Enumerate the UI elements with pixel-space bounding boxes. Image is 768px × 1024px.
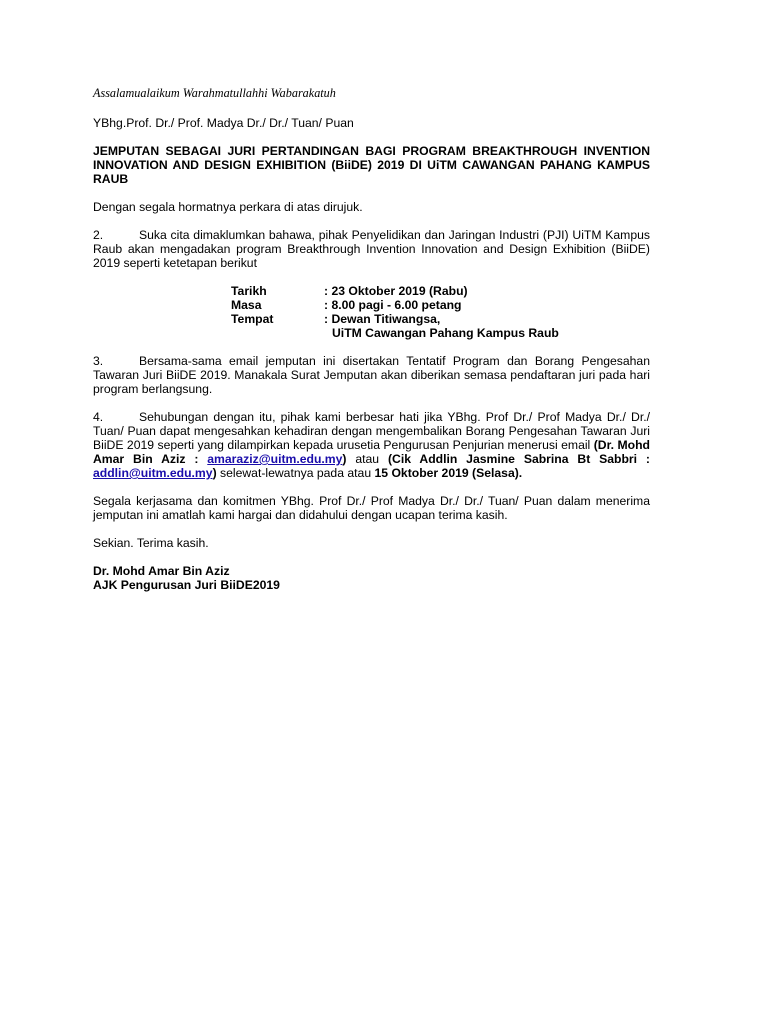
paragraph-5: Segala kerjasama dan komitmen YBhg. Prof Dr./ Prof Madya Dr./ Dr./ Tuan/ Puan dalam menerima jemputan ini amatlah kami hargai dan didahului dengan ucapan terima kasih. bbox=[93, 494, 650, 522]
paragraph-2 bbox=[93, 228, 650, 270]
deadline-date: 15 Oktober 2019 (Selasa). bbox=[374, 466, 523, 480]
salutation: Assalamualaikum Warahmatullahhi Wabarakatuh bbox=[93, 86, 336, 100]
detail-row-time bbox=[231, 298, 650, 312]
contact-2-name: (Cik Addlin Jasmine Sabrina Bt Sabbri : bbox=[387, 452, 650, 466]
detail-label: Masa bbox=[231, 298, 262, 312]
contact-1-close: ) bbox=[342, 452, 347, 466]
signature-block bbox=[93, 564, 650, 592]
detail-label-blank bbox=[231, 326, 324, 340]
detail-row-venue bbox=[231, 312, 650, 326]
paragraph-3 bbox=[93, 354, 650, 396]
paragraph-text: Bersama-sama email jemputan ini disertakan Tentatif Program dan Borang Pengesahan Tawaran Juri BiiDE 2019. Manakala Surat Jemputan akan diberikan semasa pendaftaran juri pada hari program berlangsung. bbox=[93, 354, 650, 396]
paragraph-text: Suka cita dimaklumkan bahawa, pihak Penyelidikan dan Jaringan Industri (PJI) UiTM Kampus Raub akan mengadakan program Breakthrough Invention Innovation and Design Exhibition (BiiDE) 2019 seperti ketetapan berikut bbox=[93, 228, 650, 270]
detail-label: Tempat bbox=[231, 312, 274, 326]
detail-value: : 8.00 pagi - 6.00 petang bbox=[324, 298, 462, 312]
paragraph-number: 3. bbox=[93, 354, 104, 368]
paragraph-text: Sehubungan dengan itu, pihak kami berbesar hati jika YBhg. Prof Dr./ Prof Madya Dr./ Dr./ Tuan/ Puan dapat mengesahkan kehadiran dengan mengembalikan Borang Pengesahan Tawaran Juri BiiDE 2019 seperti yang dilampirkan kepada urusetia Pengurusan Penjurian menerusi email bbox=[93, 410, 650, 452]
detail-value: UiTM Cawangan Pahang Kampus Raub bbox=[332, 326, 559, 340]
closing-line: Sekian. Terima kasih. bbox=[93, 536, 209, 550]
paragraph-text: selewat-lewatnya pada atau bbox=[216, 466, 375, 480]
contact-2-close: ) bbox=[212, 466, 217, 480]
contact-2-email-link[interactable]: addlin@uitm.edu.my bbox=[93, 466, 213, 480]
paragraph-number: 4. bbox=[93, 410, 104, 424]
letter-body bbox=[93, 86, 650, 592]
paragraph-4 bbox=[93, 410, 650, 480]
detail-row-venue-cont bbox=[231, 326, 650, 340]
signature-title: AJK Pengurusan Juri BiiDE2019 bbox=[93, 578, 280, 592]
paragraph-number: 2. bbox=[93, 228, 104, 242]
addressee: YBhg.Prof. Dr./ Prof. Madya Dr./ Dr./ Tuan/ Puan bbox=[93, 116, 354, 130]
letter-subject: JEMPUTAN SEBAGAI JURI PERTANDINGAN BAGI PROGRAM BREAKTHROUGH INVENTION INNOVATION AND DESIGN EXHIBITION (BiiDE) 2019 DI UiTM CAWANGAN PAHANG KAMPUS RAUB bbox=[93, 144, 650, 186]
detail-row-date bbox=[231, 284, 650, 298]
opening-line: Dengan segala hormatnya perkara di atas dirujuk. bbox=[93, 200, 363, 214]
paragraph-text: atau bbox=[346, 452, 388, 466]
detail-label: Tarikh bbox=[231, 284, 267, 298]
contact-1-email-link[interactable]: amaraziz@uitm.edu.my bbox=[207, 452, 343, 466]
detail-value: : 23 Oktober 2019 (Rabu) bbox=[324, 284, 468, 298]
contact-1-name: (Dr. Mohd Amar Bin Aziz : bbox=[93, 438, 650, 466]
event-details bbox=[231, 284, 650, 340]
detail-value: : Dewan Titiwangsa, bbox=[324, 312, 441, 326]
signature-name: Dr. Mohd Amar Bin Aziz bbox=[93, 564, 230, 578]
